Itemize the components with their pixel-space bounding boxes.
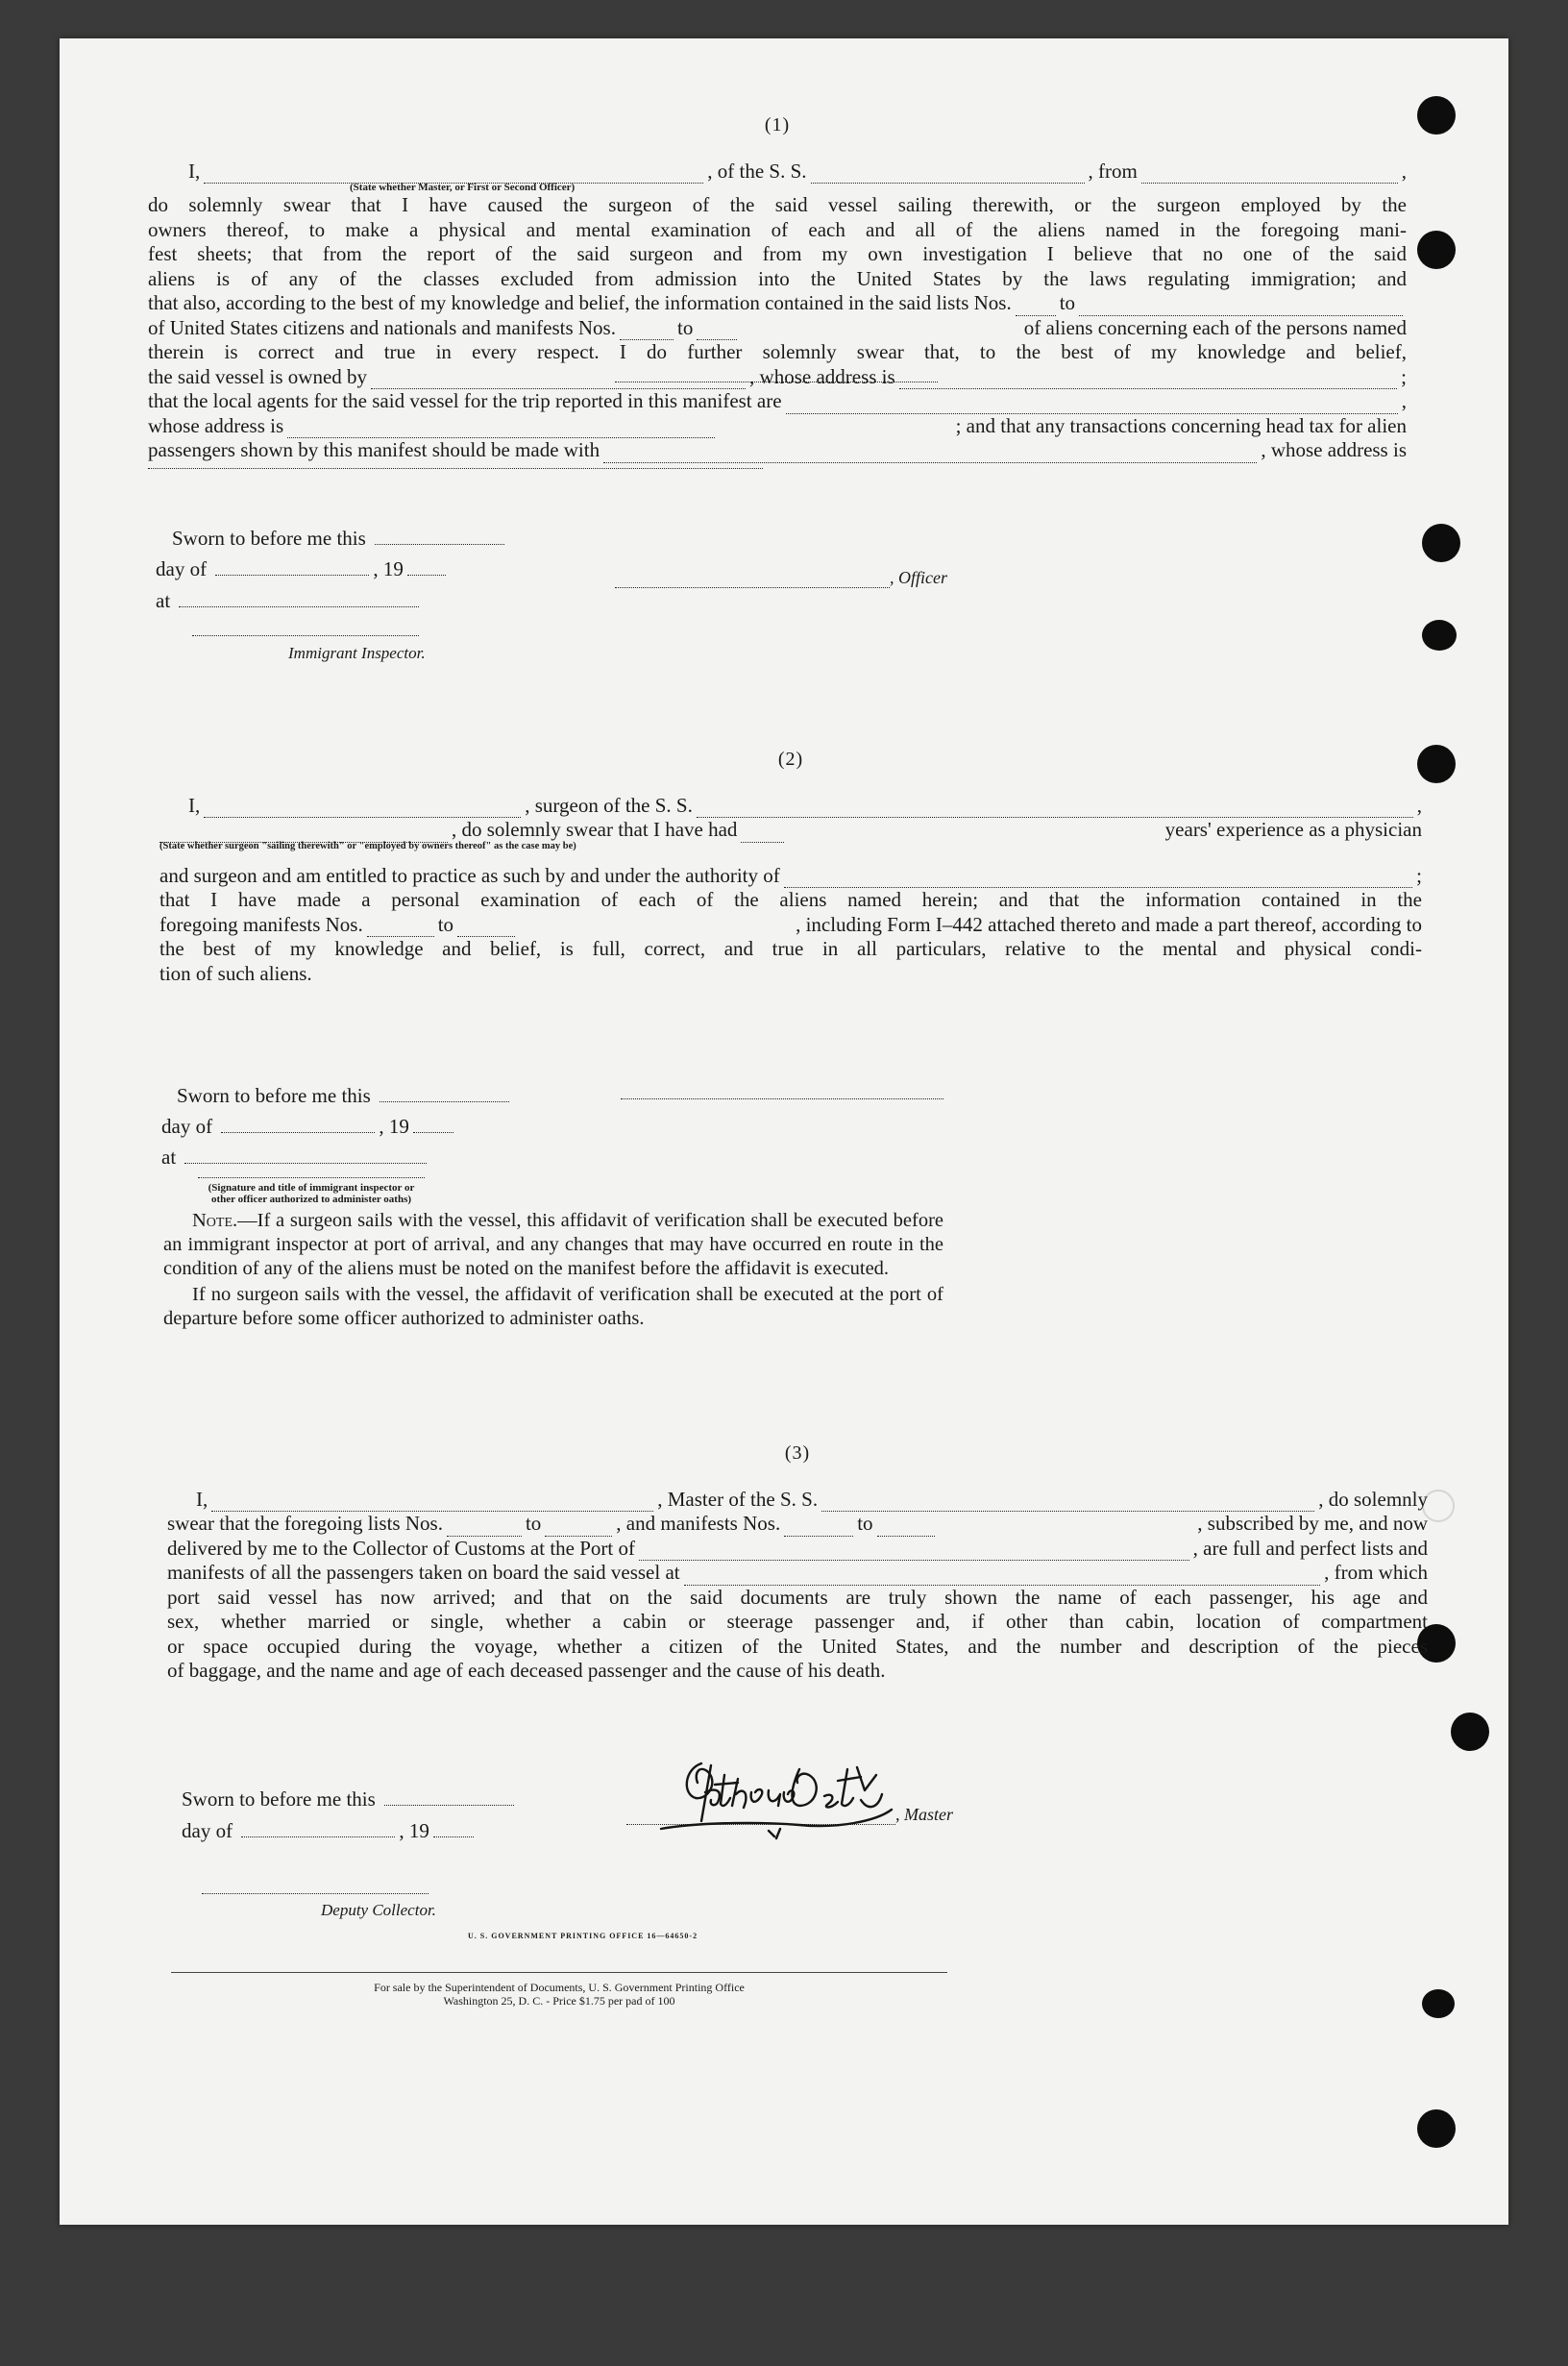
manifest-no-to-field[interactable] (457, 919, 515, 937)
surgeon-name-field[interactable] (204, 800, 521, 818)
day-of-field[interactable] (221, 1115, 375, 1133)
affidavit-text: tion of such aliens. (159, 961, 312, 985)
affidavit-text: port said vessel has now arrived; and that on the said documents are truly shown the name of each passenger, his age and (167, 1585, 1428, 1609)
year-field[interactable] (413, 1115, 453, 1133)
officer-title-field[interactable] (615, 586, 890, 588)
year-field[interactable] (433, 1819, 474, 1837)
manifest-no-to-field[interactable] (877, 1518, 935, 1537)
licensing-authority-field[interactable] (784, 870, 1412, 888)
section-number: (3) (784, 1442, 811, 1464)
officer-line: I, , of the S. S. , from , (188, 159, 1407, 183)
year-field[interactable] (407, 557, 446, 576)
section-number: (1) (764, 114, 791, 136)
signature-caption: other officer authorized to administer oaths) (210, 1194, 412, 1205)
at-place-field[interactable] (179, 589, 419, 607)
vessel-name-field[interactable] (821, 1493, 1314, 1512)
punch-hole (1417, 745, 1456, 783)
owner-address-field[interactable] (899, 371, 1397, 389)
immigrant-inspector-label: Immigrant Inspector. (288, 644, 426, 662)
master-signature (655, 1754, 895, 1840)
departure-port-field[interactable] (1141, 165, 1398, 184)
deputy-collector-signature-field[interactable] (202, 1892, 429, 1894)
form-page: (1) I, , of the S. S. , from , (State whether Master, or First or Second Officer) do solemnly swear that I have caused the surgeon of the said vessel sailing therewith, or the surgeon employed by the owners thereof, to make a physical and mental examination of each and all of the aliens named in the foregoing mani- fest sheets; that from the report of the said surgeon and from my own investigation I believe that no one of the said aliens is of any of the classes excluded from admission into the United States by the laws regulating immigration; and that also, according to the best of my knowledge and belief, the information contained in the said lists Nos. to of United States citizens and nationals and manifests Nos. to of aliens concerning each of the persons named therein is correct and true in every respect. I do further solemnly swear that, to the best of my knowledge and belief, the said vessel is owned by , whose address is ; that the local agents for the said vessel for the trip reported in this manifest are , whose address is ; and that any transactions concerning head tax for alien passengers shown by this manifest should be made with , whose address is Sworn to before me this day of , 19 , Officer at Immigrant Inspector. (2) I, , surgeon of the S. S. , , do solemnly swear that I have had years' experience as a physician (State whether surgeon "sailing therewith" or "employed by owners thereof" as the case may be) and surgeon and am entitled to practice as such by and under the authority of ; that I have made a personal examination of each of the aliens named herein; and that the information contained in the foregoing manifests Nos. to , including Form I–442 attached thereto and made a part thereof, according to the best of my knowledge and belief, is full, correct, and true in all particulars, relative to the mental and physical condi- tion of such aliens. Sworn to before me this day of , 19 at (Signature and title of immigrant inspector or other officer authorized to administer oaths) Note.—If a surgeon sails with the vessel, this affidavit of verification shall be executed before an immigrant inspector at port of arrival, and any changes that may have occurred en route in the condition of any of the aliens must be noted on the manifest before the affidavit is executed. If no surgeon sails with the vessel, the affidavit of verification shall be executed at the port of departure before some officer authorized to administer oaths. (3) I, , Master of the S. S. , do solemnly swear that the foregoing lists Nos. to , and manifests Nos. to , subscribed by me, and now delivered by me to the Collector of Customs at the Port of , are full and perfect lists and manifests of all the passengers taken on board the said vessel at , from which port said vessel has now arrived; and that on the said documents are truly shown the name of each passenger, his age and sex, whether married or single, whether a cabin or steerage passenger and, if other than cabin, location of compartment or space occupied during the voyage, whether a citizen of the United States, and the number and description of the pieces of baggage, and the name and age of each deceased passenger and the cause of his death. Sworn to before me this , Master day of , 19 Deputy Collector. U. S. GOVERNMENT PRINTING OFFICE 16—64650-2 For sale by the Superintendent of Documents, U. S. Government Printing Office Washington 25, D. C. - Price $1.75 per pad of 100 (60, 38, 1508, 2225)
affidavit-text: that I have made a personal examination of each of the aliens named herein; and that the information contained in the (159, 888, 1422, 911)
affidavit-section-3: (3) I, , Master of the S. S. , do solemnly swear that the foregoing lists Nos. to , and manifests Nos. to , subscribed by me, and now delivered by me to the Collector of Customs at the Port of , are full and perfect lists and manifests of all the passengers taken on board the said vessel at , from which port said vessel has now arrived; and that on the said documents are truly shown the name of each passenger, his age and sex, whether married or single, whether a cabin or steerage passenger and, if other than cabin, location of compartment or space occupied during the voyage, whether a citizen of the United States, and the number and description of the pieces of baggage, and the name and age of each deceased passenger and the cause of his death. (167, 1442, 1428, 1682)
sworn-label: Sworn to before me this (172, 527, 366, 550)
at-place-field[interactable] (184, 1146, 427, 1164)
officer-label: , Officer (890, 568, 947, 587)
punch-hole (1417, 231, 1456, 269)
vessel-name-field[interactable] (811, 165, 1085, 184)
master-name-field[interactable] (211, 1493, 653, 1512)
punch-hole (1422, 524, 1460, 562)
sworn-date-field[interactable] (384, 1787, 514, 1806)
footer-divider (171, 1972, 947, 1973)
punch-hole (1422, 1989, 1455, 2018)
day-of-field[interactable] (215, 557, 369, 576)
manifest-no-to-field[interactable] (697, 322, 737, 340)
punch-hole (1417, 2109, 1456, 2148)
affidavit-text: of baggage, and the name and age of each deceased passenger and the cause of his death. (167, 1659, 886, 1682)
years-experience-field[interactable] (741, 825, 784, 843)
affidavit-text: do solemnly swear that I have caused the surgeon of the said vessel sailing therewith, or the surgeon employed by the (148, 193, 1407, 216)
vessel-name-field[interactable] (697, 800, 1413, 818)
signature-caption: (Signature and title of immigrant inspector or (208, 1182, 415, 1194)
manifest-no-from-field[interactable] (784, 1518, 853, 1537)
authorized-officer-signature-field[interactable] (198, 1176, 425, 1178)
affidavit-section-1: (1) I, , of the S. S. , from , (State whether Master, or First or Second Officer) do solemnly swear that I have caused the surgeon of the said vessel sailing therewith, or the surgeon employed by the owners thereof, to make a physical and mental examination of each and all of the aliens named in the foregoing mani- fest sheets; that from the report of the said surgeon and from my own investigation I believe that no one of the said aliens is of any of the classes excluded from admission into the United States by the laws regulating immigration; and that also, according to the best of my knowledge and belief, the information contained in the said lists Nos. to of United States citizens and nationals and manifests Nos. to of aliens concerning each of the persons named therein is correct and true in every respect. I do further solemnly swear that, to the best of my knowledge and belief, the said vessel is owned by , whose address is ; that the local agents for the said vessel for the trip reported in this manifest are , whose address is ; and that any transactions concerning head tax for alien passengers shown by this manifest should be made with , whose address is (148, 113, 1407, 469)
field-caption: (State whether Master, or First or Second Officer) (350, 182, 576, 193)
sale-notice: For sale by the Superintendent of Documents, U. S. Government Printing Office (374, 1981, 745, 1994)
list-no-to-field[interactable] (1079, 298, 1403, 316)
day-of-field[interactable] (241, 1819, 395, 1837)
sale-notice: Washington 25, D. C. - Price $1.75 per pad of 100 (443, 1994, 675, 2008)
field-caption: (State whether surgeon "sailing therewith" or "employed by owners thereof" as the case may be) (159, 840, 576, 851)
affidavit-text: owners thereof, to make a physical and mental examination of each and all of the aliens named in the foregoing mani- (148, 217, 1407, 241)
affidavit-section-2: (2) I, , surgeon of the S. S. , , do solemnly swear that I have had years' experience as a physician (State whether surgeon "sailing therewith" or "employed by owners thereof" as the case may be) and surgeon and am entitled to practice as such by and under the authority of ; that I have made a personal examination of each of the aliens named herein; and that the information contained in the foregoing manifests Nos. to , including Form I–442 attached thereto and made a part thereof, according to the best of my knowledge and belief, is full, correct, and true in all particulars, relative to the mental and physical condi- tion of such aliens. (159, 749, 1422, 985)
local-agents-field[interactable] (786, 396, 1398, 414)
list-no-from-field[interactable] (447, 1518, 522, 1537)
gpo-imprint: U. S. GOVERNMENT PRINTING OFFICE 16—64650-2 (468, 1932, 698, 1940)
affidavit-text: or space occupied during the voyage, whether a citizen of the United States, and the number and description of the pieces (167, 1634, 1428, 1658)
list-no-to-field[interactable] (545, 1518, 612, 1537)
manifest-no-from-field[interactable] (620, 322, 674, 340)
affidavit-text: the best of my knowledge and belief, is full, correct, and true in all particulars, relative to the mental and physical condi- (159, 937, 1422, 960)
affidavit-text: sex, whether married or single, whether a cabin or steerage passenger and, if other than cabin, location of compartment (167, 1610, 1428, 1633)
embarkation-port-field[interactable] (684, 1567, 1321, 1586)
sworn-date-field[interactable] (375, 527, 504, 545)
arrival-port-field[interactable] (639, 1542, 1189, 1561)
inspector-signature-field[interactable] (192, 634, 419, 636)
affidavit-text: therein is correct and true in every respect. I do further solemnly swear that, to the best of my knowledge and belief, (148, 340, 1407, 363)
punch-hole (1422, 620, 1457, 651)
surgeon-status-field[interactable] (159, 825, 448, 843)
affidavit-text: aliens is of any of the classes excluded from admission into the United States by the laws regulating immigration; and (148, 266, 1407, 290)
officer-signature-field[interactable] (615, 381, 938, 382)
head-tax-contact-field[interactable] (603, 445, 1257, 463)
master-label: , Master (895, 1805, 953, 1824)
surgeon-signature-field[interactable] (621, 1097, 943, 1099)
manifest-no-from-field[interactable] (367, 919, 434, 937)
agents-address-field[interactable] (287, 420, 715, 438)
list-no-from-field[interactable] (1016, 298, 1056, 316)
section-number: (2) (777, 749, 804, 770)
sworn-date-field[interactable] (380, 1084, 509, 1102)
affidavit-text: fest sheets; that from the report of the said surgeon and from my own investigation I believe that no one of the said (148, 242, 1407, 265)
punch-hole (1417, 96, 1456, 135)
deputy-collector-label: Deputy Collector. (321, 1901, 436, 1919)
note-paragraph: Note.—If a surgeon sails with the vessel, this affidavit of verification shall be executed before an immigrant inspector at port of arrival, and any changes that may have occurred en route in the condition of any of the aliens must be noted on the manifest before the affidavit is executed. If no surgeon sails with the vessel, the affidavit of verification shall be executed at the port of departure before some officer authorized to administer oaths. (163, 1210, 943, 1329)
punch-hole (1451, 1713, 1489, 1751)
